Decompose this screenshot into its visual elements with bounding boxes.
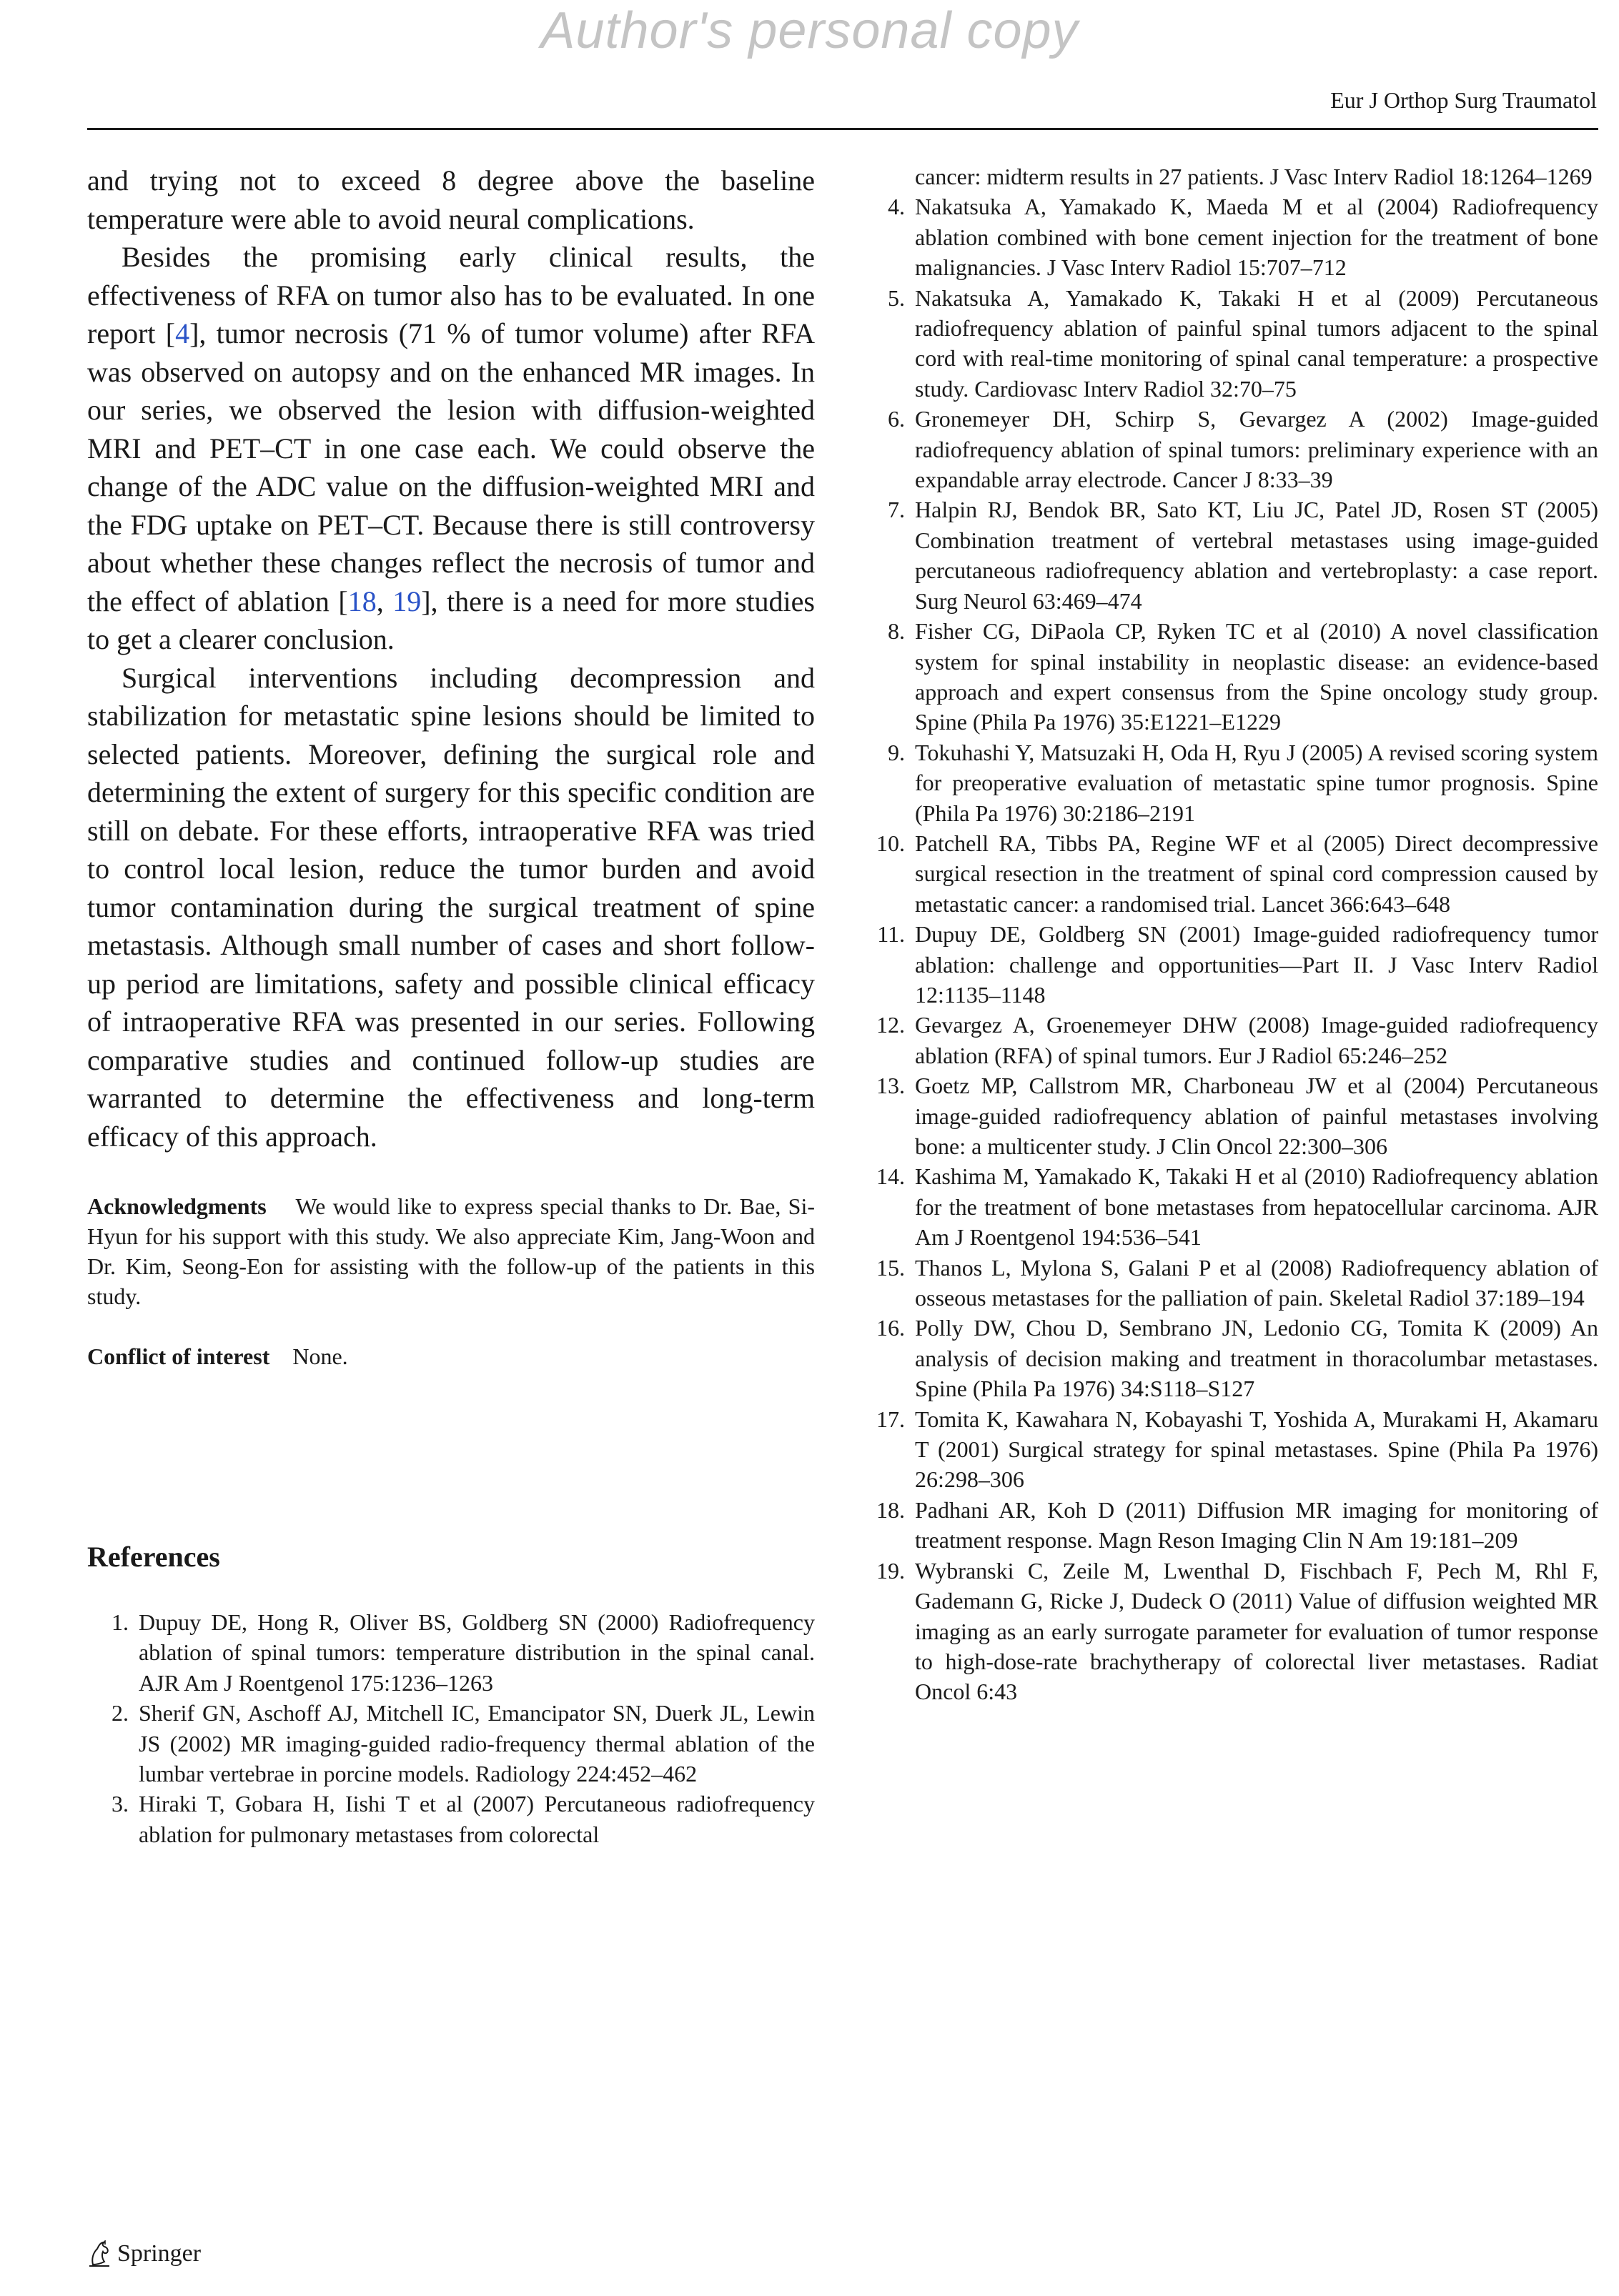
paragraph-text: ], tumor necrosis (71 % of tumor volume) after RFA was observed on autopsy and on the enhanced MR images. In our series, we observed the lesion with diffusion-weighted MRI and PET–CT in one case each. We could observe the change of the ADC value on the diffusion-weighted MRI and the FDG uptake on PET–CT. Because there is still controversy about whether these changes reflect the necrosis of tumor and the effect of ablation [ xyxy=(87,317,815,617)
reference-text: Patchell RA, Tibbs PA, Regine WF et al (2005) Direct decompressive surgical resection in the treatment of spinal cord compression caused by metastatic cancer: a randomised trial. Lancet 366:643–648 xyxy=(915,830,1598,917)
reference-item xyxy=(87,1607,815,1698)
reference-item xyxy=(863,616,1598,737)
reference-text: Dupuy DE, Goldberg SN (2001) Image-guided radiofrequency tumor ablation: challenge and opportunities—Part II. J Vasc Interv Radiol 12:1135–1148 xyxy=(915,921,1598,1008)
reference-number: 16. xyxy=(876,1315,905,1341)
reference-number: 13. xyxy=(876,1073,905,1099)
reference-number: 7. xyxy=(888,497,905,523)
reference-number: 12. xyxy=(876,1012,905,1038)
reference-text: Hiraki T, Gobara H, Iishi T et al (2007) Percutaneous radiofrequency ablation for pulmonary metastases from colorectal xyxy=(139,1791,815,1847)
reference-item xyxy=(863,192,1598,282)
body-paragraph-3 xyxy=(87,659,815,1156)
reference-number: 11. xyxy=(877,921,905,948)
reference-number: 19. xyxy=(876,1557,905,1584)
reference-number: 4. xyxy=(888,194,905,220)
reference-number: 6. xyxy=(888,406,905,432)
reference-text: Gronemeyer DH, Schirp S, Gevargez A (2002) Image-guided radiofrequency ablation of spinal tumors: preliminary experience with an expandable array electrode. Cancer J 8:33–39 xyxy=(915,406,1598,493)
reference-number: 9. xyxy=(888,739,905,765)
acknowledgments-text: We would like to express special thanks to Dr. Bae, Si-Hyun for his support with this study. We also appreciate Kim, Jang-Woon and Dr. Kim, Seong-Eon for assisting with the follow-up of the patients in this study. xyxy=(87,1193,816,1309)
reference-item xyxy=(863,1010,1598,1070)
reference-text: Thanos L, Mylona S, Galani P et al (2008) Radiofrequency ablation of osseous metastases for the palliation of pain. Skeletal Radiol 37:189–194 xyxy=(915,1254,1598,1311)
reference-number: 1. xyxy=(112,1609,129,1635)
reference-item xyxy=(863,283,1598,404)
reference-item xyxy=(863,1404,1598,1495)
conflict-label: Conflict of interest xyxy=(87,1343,270,1369)
reference-item xyxy=(863,737,1598,828)
reference-text: Goetz MP, Callstrom MR, Charboneau JW et al (2004) Percutaneous image-guided radiofrequency ablation of painful metastases involving bone: a multicenter study. J Clin Oncol 22:300–306 xyxy=(915,1073,1598,1159)
footer xyxy=(87,2238,201,2270)
reference-item xyxy=(87,1698,815,1789)
springer-horse-icon xyxy=(87,2240,112,2267)
watermark: Author's personal copy xyxy=(540,2,1079,59)
paragraph-text: , xyxy=(376,585,393,617)
reference-number: 14. xyxy=(876,1163,905,1190)
left-column xyxy=(87,161,815,1849)
reference-item xyxy=(863,1556,1598,1707)
reference-item xyxy=(863,1161,1598,1252)
reference-list-left xyxy=(87,1607,815,1849)
reference-number: 8. xyxy=(888,618,905,645)
reference-text: Dupuy DE, Hong R, Oliver BS, Goldberg SN (2000) Radiofrequency ablation of spinal tumors: temperature distribution in the spinal canal. AJR Am J Roentgenol 175:1236–1263 xyxy=(139,1609,815,1696)
reference-number: 10. xyxy=(876,830,905,856)
reference-text: Polly DW, Chou D, Sembrano JN, Ledonio CG, Tomita K (2009) An analysis of decision making and treatment in thoracolumbar metastases. Spine (Phila Pa 1976) 34:S118–S127 xyxy=(915,1315,1598,1402)
citation-link-19[interactable]: 19 xyxy=(392,585,422,617)
citation-link-4[interactable]: 4 xyxy=(175,317,190,349)
reference-item xyxy=(863,919,1598,1010)
reference-text: Kashima M, Yamakado K, Takaki H et al (2010) Radiofrequency ablation for the treatment of bone metastases from hepatocellular carcinoma. AJR Am J Roentgenol 194:536–541 xyxy=(915,1163,1598,1251)
paragraph-text: Besides the promising early clinical results, the effectiveness of RFA on tumor also has to be evaluated. In one report [ xyxy=(87,241,815,349)
reference-number: 2. xyxy=(112,1700,129,1726)
reference-number: 18. xyxy=(876,1496,905,1523)
reference-item xyxy=(863,495,1598,616)
reference-item xyxy=(87,1789,815,1849)
references-heading: References xyxy=(87,1541,220,1573)
reference-number: 15. xyxy=(876,1254,905,1281)
right-column xyxy=(863,161,1598,1707)
header-rule xyxy=(87,128,1598,130)
reference-text: Nakatsuka A, Yamakado K, Maeda M et al (2004) Radiofrequency ablation combined with bone cement injection for the treatment of bone malignancies. J Vasc Interv Radiol 15:707–712 xyxy=(915,194,1598,281)
reference-text: Halpin RJ, Bendok BR, Sato KT, Liu JC, Patel JD, Rosen ST (2005) Combination treatment of vertebral metastases using image-guided percutaneous radiofrequency ablation and vertebroplasty: a case report. Surg Neurol 63:469–474 xyxy=(915,497,1598,614)
reference-item xyxy=(863,1253,1598,1313)
reference-text: Gevargez A, Groenemeyer DHW (2008) Image-guided radiofrequency ablation (RFA) of spinal tumors. Eur J Radiol 65:246–252 xyxy=(915,1012,1598,1068)
journal-title: Eur J Orthop Surg Traumatol xyxy=(1330,87,1597,113)
reference-text: Fisher CG, DiPaola CP, Ryken TC et al (2010) A novel classification system for spinal instability in neoplastic disease: an evidence-based approach and expert consensus from the Spine oncology study group. Spine (Phila Pa 1976) 35:E1221–E1229 xyxy=(915,618,1598,735)
body-paragraph-2 xyxy=(87,238,815,659)
paragraph-text: and trying not to exceed 8 degree above the baseline temperature were able to avoid neural complications. xyxy=(87,164,815,235)
reference-item xyxy=(863,1495,1598,1556)
reference-text: Wybranski C, Zeile M, Lwenthal D, Fischbach F, Pech M, Rhl F, Gademann G, Ricke J, Dudeck O (2011) Value of diffusion weighted MR imaging as an early surrogate parameter for evaluation of tumor response to high-dose-rate brachytherapy of colorectal liver metastases. Radiat Oncol 6:43 xyxy=(915,1557,1598,1705)
publisher-name: Springer xyxy=(117,2240,202,2267)
body-paragraph-1 xyxy=(87,161,815,238)
conflict-text: None. xyxy=(292,1343,348,1369)
reference-number: 5. xyxy=(888,284,905,311)
reference-item-continued xyxy=(863,161,1598,192)
acknowledgments xyxy=(87,1191,815,1311)
reference-number: 17. xyxy=(876,1406,905,1432)
reference-text: Padhani AR, Koh D (2011) Diffusion MR imaging for monitoring of treatment response. Magn Reson Imaging Clin N Am 19:181–209 xyxy=(915,1496,1598,1554)
paragraph-text: ], there is a need for more studies to get a clearer conclusion. xyxy=(87,585,815,655)
conflict-of-interest xyxy=(87,1341,815,1371)
reference-item xyxy=(863,1070,1598,1161)
reference-item xyxy=(863,404,1598,495)
acknowledgments-label: Acknowledgments xyxy=(87,1193,267,1219)
citation-link-18[interactable]: 18 xyxy=(347,585,377,617)
reference-text: Sherif GN, Aschoff AJ, Mitchell IC, Emancipator SN, Duerk JL, Lewin JS (2002) MR imaging-guided radio-frequency thermal ablation of the lumbar vertebrae in porcine models. Radiology 224:452–462 xyxy=(139,1700,815,1787)
reference-text: Nakatsuka A, Yamakado K, Takaki H et al (2009) Percutaneous radiofrequency ablation of painful spinal tumors adjacent to the spinal cord with real-time monitoring of spinal canal temperature: a prospective study. Cardiovasc Interv Radiol 32:70–75 xyxy=(915,284,1598,402)
reference-number: 3. xyxy=(112,1791,129,1817)
reference-list-right xyxy=(863,161,1598,1707)
reference-text: cancer: midterm results in 27 patients. J Vasc Interv Radiol 18:1264–1269 xyxy=(915,164,1593,189)
reference-text: Tokuhashi Y, Matsuzaki H, Oda H, Ryu J (2005) A revised scoring system for preoperative evaluation of metastatic spine tumor prognosis. Spine (Phila Pa 1976) 30:2186–2191 xyxy=(915,739,1598,826)
reference-item xyxy=(863,828,1598,919)
paragraph-text: Surgical interventions including decompression and stabilization for metastatic spine lesions should be limited to selected patients. Moreover, defining the surgical role and determining the extent of surgery for this specific condition are still on debate. For these efforts, intraoperative RFA was tried to control local lesion, reduce the tumor burden and avoid tumor contamination during the surgical treatment of spine metastasis. Although small number of cases and short follow-up period are limitations, safety and possible clinical efficacy of intraoperative RFA was presented in our series. Following comparative studies and continued follow-up studies are warranted to determine the effectiveness and long-term efficacy of this approach. xyxy=(87,661,815,1153)
reference-item xyxy=(863,1313,1598,1403)
reference-text: Tomita K, Kawahara N, Kobayashi T, Yoshida A, Murakami H, Akamaru T (2001) Surgical strategy for spinal metastases. Spine (Phila Pa 1976) 26:298–306 xyxy=(915,1406,1598,1493)
